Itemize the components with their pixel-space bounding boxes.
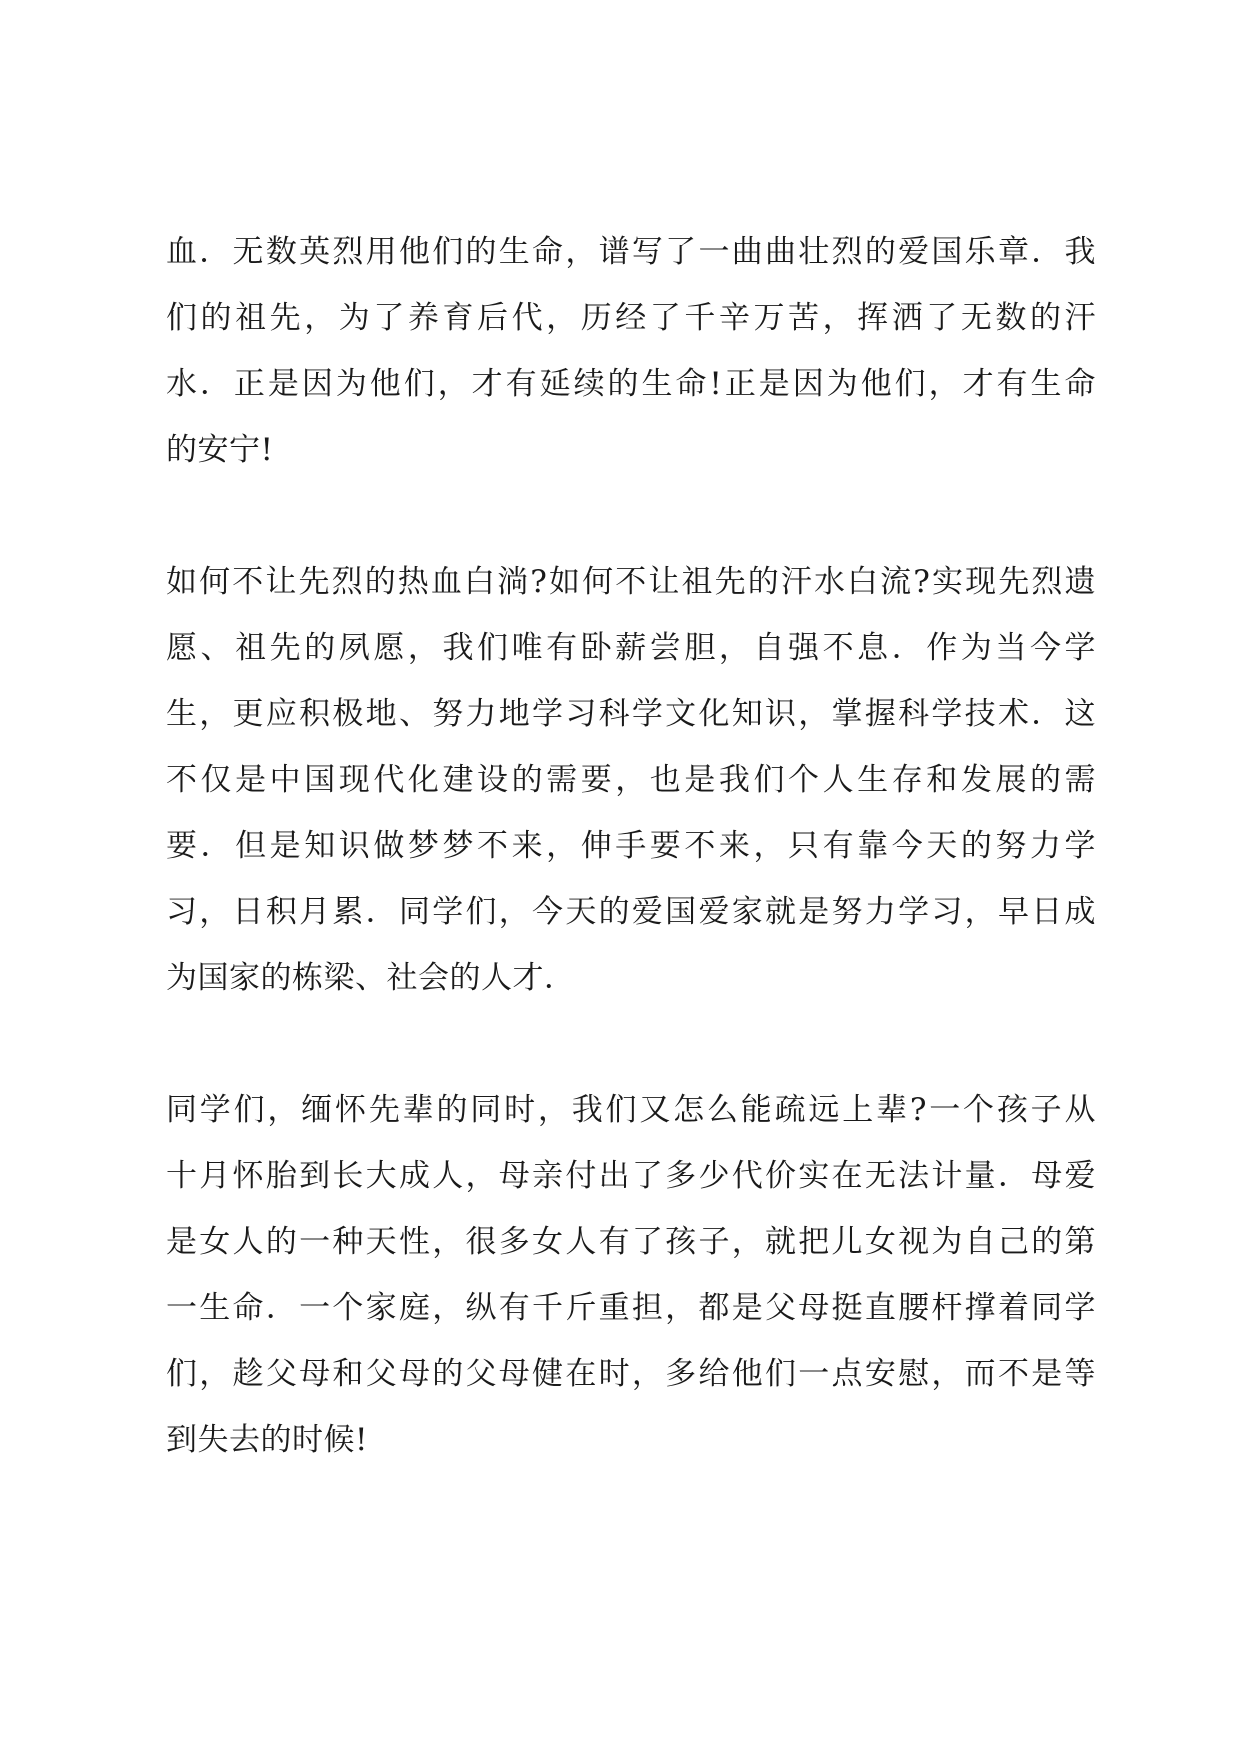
paragraph-3-line-1: 同学们，缅怀先辈的同时，我们又怎么能疏远上辈?一个孩子从 bbox=[166, 1092, 1096, 1128]
paragraph-2-line-6: 习，日积月累．同学们，今天的爱国爱家就是努力学习，早日成 bbox=[166, 894, 1096, 930]
paragraph-2-line-7: 为国家的栋梁、社会的人才． bbox=[166, 960, 576, 996]
paragraph-2-line-3: 生，更应积极地、努力地学习科学文化知识，掌握科学技术．这 bbox=[166, 696, 1096, 732]
paragraph-2-line-5: 要．但是知识做梦梦不来，伸手要不来，只有靠今天的努力学 bbox=[166, 828, 1096, 864]
paragraph-1-line-4: 的安宁! bbox=[166, 432, 274, 468]
paragraph-1-line-3: 水．正是因为他们，才有延续的生命!正是因为他们，才有生命 bbox=[166, 366, 1096, 402]
paragraph-3-line-6: 到失去的时候! bbox=[166, 1422, 368, 1458]
paragraph-1-line-2: 们的祖先，为了养育后代，历经了千辛万苦，挥洒了无数的汗 bbox=[166, 300, 1096, 336]
paragraph-3-line-5: 们，趁父母和父母的父母健在时，多给他们一点安慰，而不是等 bbox=[166, 1356, 1096, 1392]
paragraph-2-line-2: 愿、祖先的夙愿，我们唯有卧薪尝胆，自强不息．作为当今学 bbox=[166, 630, 1096, 666]
paragraph-2-line-4: 不仅是中国现代化建设的需要，也是我们个人生存和发展的需 bbox=[166, 762, 1096, 798]
paragraph-3-line-4: 一生命．一个家庭，纵有千斤重担，都是父母挺直腰杆撑着同学 bbox=[166, 1290, 1096, 1326]
paragraph-1-line-1: 血．无数英烈用他们的生命，谱写了一曲曲壮烈的爱国乐章．我 bbox=[166, 234, 1096, 270]
paragraph-3-line-2: 十月怀胎到长大成人，母亲付出了多少代价实在无法计量．母爱 bbox=[166, 1158, 1096, 1194]
paragraph-3-line-3: 是女人的一种天性，很多女人有了孩子，就把儿女视为自己的第 bbox=[166, 1224, 1096, 1260]
paragraph-2-line-1: 如何不让先烈的热血白淌?如何不让祖先的汗水白流?实现先烈遗 bbox=[166, 564, 1096, 600]
